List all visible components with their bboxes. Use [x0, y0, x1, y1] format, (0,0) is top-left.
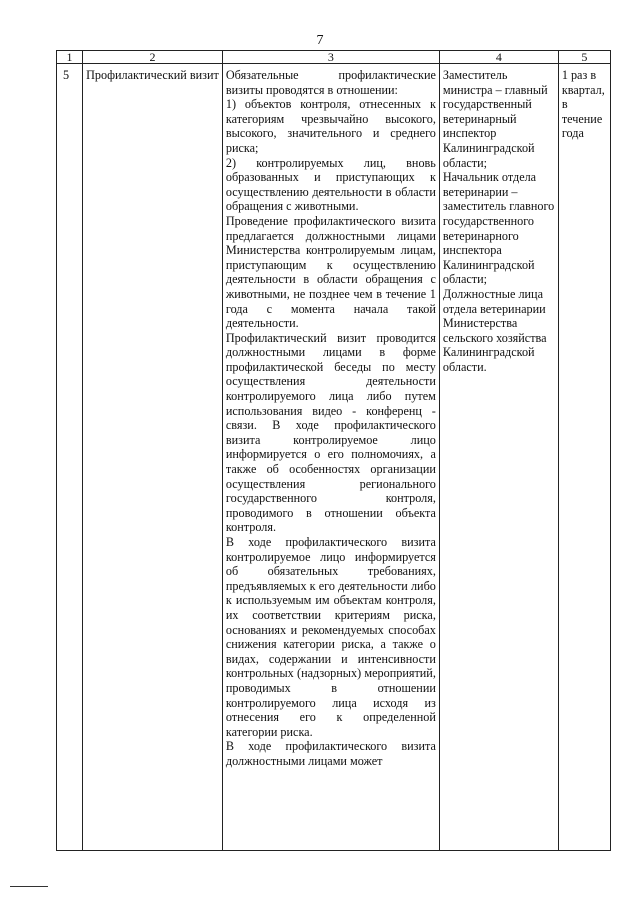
responsible-item: Заместитель министра – главный государственный ветеринарный инспектор Калининградской области;	[442, 68, 548, 170]
measures-table	[56, 50, 611, 851]
measure-name: Профилактический визит	[83, 64, 223, 851]
measure-description	[222, 64, 439, 851]
table-header-row	[57, 51, 611, 64]
footnote-separator	[10, 886, 48, 887]
header-col-1: 1	[57, 51, 83, 64]
description-paragraph: В ходе профилактического визита должностными лицами может	[225, 739, 436, 768]
description-paragraph: 2) контролируемых лиц, вновь образованных и приступающих к осуществлению деятельности в области обращения с животными.	[225, 155, 436, 214]
description-paragraph: Профилактический визит проводится должностными лицами в форме профилактической беседы по месту осуществления деятельности контролируемого лица либо путем использования видео - конференц - связи. В ходе профилактического визита контролируемое лицо информируется о его полномочиях, а также об особенностях организации осуществления регионального государственного контроля, проводимого в отношении объекта контроля.	[225, 330, 436, 535]
description-paragraph: Проведение профилактического визита предлагается должностными лицами Министерства контролируемым лицам, приступающим к осуществлению деятельности в области обращения с животными, не позднее чем в течение 1 года с момента начала такой деятельности.	[225, 213, 436, 331]
description-paragraph: 1) объектов контроля, отнесенных к категориям чрезвычайно высокого, высокого, значительного и среднего риска;	[225, 97, 436, 155]
frequency: 1 раз в квартал, в течение года	[558, 64, 610, 851]
responsible-item: Должностные лица отдела ветеринарии Министерства сельского хозяйства Калининградской области.	[442, 286, 547, 374]
header-col-4: 4	[439, 51, 558, 64]
header-col-3: 3	[222, 51, 439, 64]
header-col-2: 2	[83, 51, 223, 64]
description-paragraph: Обязательные профилактические визиты проводятся в отношении:	[225, 68, 436, 97]
responsible-item: Начальник отдела ветеринарии – заместитель главного государственного ветеринарного инспектора Калининградской области;	[442, 170, 555, 287]
row-number: 5	[57, 64, 83, 851]
responsible-persons	[439, 64, 558, 851]
page-number: 7	[316, 33, 324, 48]
table-row	[57, 64, 611, 851]
description-paragraph: В ходе профилактического визита контролируемое лицо информируется об обязательных требованиях, предъявляемых к его деятельности либо к используемым им объектам контроля, их соответствии критериям риска, основаниях и рекомендуемых способах снижения категории риска, а также о видах, содержании и интенсивности контрольных (надзорных) мероприятий, проводимых в отношении контролируемого лица исходя из отнесения его к определенной категории риска.	[225, 535, 436, 739]
header-col-5: 5	[558, 51, 610, 64]
